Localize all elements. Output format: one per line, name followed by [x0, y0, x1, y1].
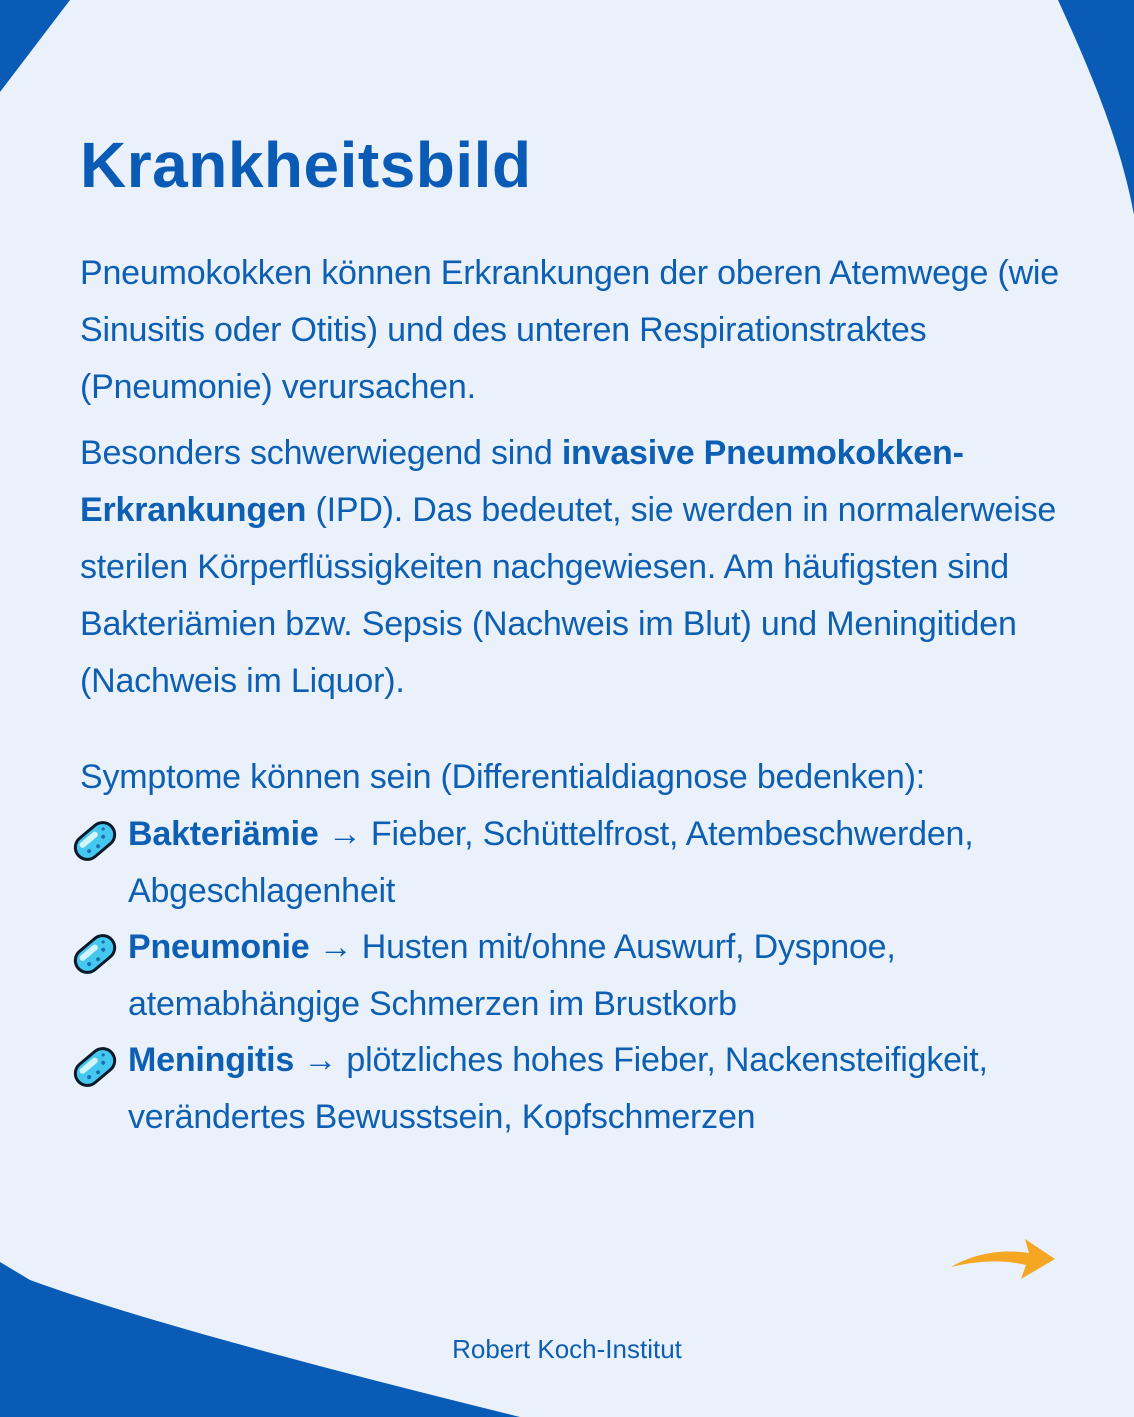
intro-paragraph: Pneumokokken können Erkrankungen der oberen Atemwege (wie Sinusitis oder Otitis) und des unteren Respirationstraktes (Pneumonie) verursachen.	[80, 254, 1059, 406]
microbe-icon	[70, 929, 120, 979]
symptom-description: → plötzliches hohes Fieber, Nackensteifigkeit, verändertes Bewusstsein, Kopfschmerzen	[128, 1041, 988, 1136]
symptom-name: Bakteriämie	[128, 815, 319, 853]
footer-institute: Robert Koch-Institut	[452, 1334, 682, 1364]
symptom-name: Meningitis	[128, 1041, 295, 1079]
ipd-paragraph-rest: (IPD). Das bedeutet, sie werden in normalerweise sterilen Körperflüssigkeiten nachgewiesen. Am häufigsten sind Bakteriämien bzw. Sepsis (Nachweis im Blut) und Meningitiden (Nachweis im Liquor).	[80, 491, 1057, 700]
symptom-name: Pneumonie	[128, 928, 310, 966]
ipd-paragraph	[80, 425, 1120, 710]
symptoms-intro: Symptome können sein (Differentialdiagnose bedenken):	[80, 758, 925, 796]
microbe-icon	[70, 1042, 120, 1092]
symptom-description: → Fieber, Schüttelfrost, Atembeschwerden, Abgeschlagenheit	[128, 815, 974, 910]
arrow-right-icon[interactable]	[945, 1225, 1060, 1285]
symptom-description: → Husten mit/ohne Auswurf, Dyspnoe, atemabhängige Schmerzen im Brustkorb	[128, 928, 896, 1023]
microbe-icon	[70, 816, 120, 866]
ipd-term: invasive Pneumokokken-Erkrankungen	[80, 434, 964, 529]
ipd-paragraph-start: Besonders schwerwiegend sind	[80, 434, 562, 472]
page-title: Krankheitsbild	[80, 129, 532, 201]
